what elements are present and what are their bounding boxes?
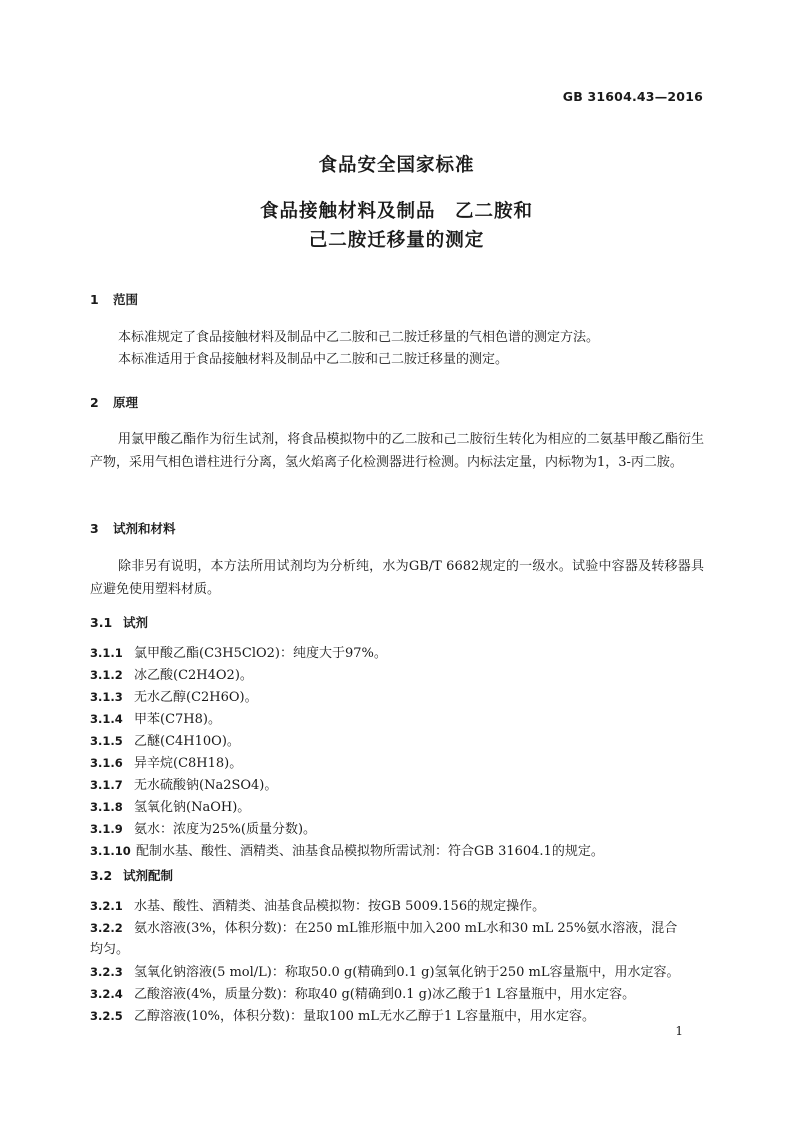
item-number: 3.1.8 bbox=[90, 800, 123, 814]
section-1-heading bbox=[90, 290, 138, 308]
list-item bbox=[90, 664, 706, 687]
paragraph: 除非另有说明，本方法所用试剂均为分析纯，水为GB/T 6682规定的一级水。试验中容器及转移器具应避免使用塑料材质。 bbox=[90, 559, 704, 597]
item-text: 均匀。 bbox=[90, 942, 130, 957]
item-text: 氨水：浓度为25%(质量分数)。 bbox=[134, 822, 317, 837]
paragraph: 本标准适用于食品接触材料及制品中乙二胺和己二胺迁移量的测定。 bbox=[118, 352, 509, 367]
list-item bbox=[90, 730, 706, 753]
item-number: 3.1.5 bbox=[90, 734, 123, 748]
item-text: 氢氧化钠溶液(5 mol/L)：称取50.0 g(精确到0.1 g)氢氧化钠于250 mL容量瓶中，用水定容。 bbox=[134, 965, 680, 980]
section-title: 试剂配制 bbox=[123, 868, 174, 883]
section-3-1-heading bbox=[90, 613, 148, 631]
item-number: 3.1.9 bbox=[90, 822, 123, 836]
list-item bbox=[90, 752, 706, 775]
section-3-2-heading bbox=[90, 866, 173, 884]
title-line-3: 己二胺迁移量的测定 bbox=[308, 230, 485, 251]
section-2-heading bbox=[90, 393, 138, 411]
item-number: 3.1.10 bbox=[90, 844, 131, 858]
item-text: 氯甲酸乙酯(C3H5ClO2)：纯度大于97%。 bbox=[134, 646, 387, 661]
item-number: 3.1.4 bbox=[90, 712, 123, 726]
paragraph: 本标准规定了食品接触材料及制品中乙二胺和己二胺迁移量的气相色谱的测定方法。 bbox=[118, 330, 600, 345]
standard-number: GB 31604.43—2016 bbox=[562, 89, 703, 104]
section-title: 试剂和材料 bbox=[113, 521, 176, 536]
item-number: 3.1.2 bbox=[90, 668, 123, 682]
item-number: 3.1.1 bbox=[90, 646, 123, 660]
list-item bbox=[90, 642, 706, 665]
item-text: 冰乙酸(C2H4O2)。 bbox=[134, 668, 253, 683]
title-line-1: 食品安全国家标准 bbox=[318, 155, 475, 176]
title-line-2: 食品接触材料及制品 乙二胺和 bbox=[259, 201, 533, 222]
paragraph: 用氯甲酸乙酯作为衍生试剂，将食品模拟物中的乙二胺和己二胺衍生转化为相应的二氨基甲酸乙酯衍生产物，采用气相色谱柱进行分离，氢火焰离子化检测器进行检测。内标法定量，内标物为1，3-丙二胺。 bbox=[90, 432, 704, 470]
section-number: 3.1 bbox=[90, 615, 113, 630]
list-item bbox=[90, 796, 706, 819]
page-number: 1 bbox=[675, 1024, 683, 1038]
list-item bbox=[90, 818, 706, 841]
item-number: 3.2.5 bbox=[90, 1009, 123, 1023]
item-text: 乙酸溶液(4%，质量分数)：称取40 g(精确到0.1 g)冰乙酸于1 L容量瓶中，用水定容。 bbox=[134, 987, 636, 1002]
section-title: 原理 bbox=[113, 395, 139, 410]
section-number: 2 bbox=[90, 395, 99, 410]
list-item bbox=[90, 774, 706, 797]
section-number: 3.2 bbox=[90, 868, 113, 883]
item-text: 氢氧化钠(NaOH)。 bbox=[134, 800, 251, 815]
list-item-continuation bbox=[90, 939, 706, 961]
section-number: 1 bbox=[90, 292, 99, 307]
list-item bbox=[90, 708, 706, 731]
item-number: 3.1.6 bbox=[90, 756, 123, 770]
item-text: 配制水基、酸性、酒精类、油基食品模拟物所需试剂：符合GB 31604.1的规定。 bbox=[136, 844, 604, 859]
list-item bbox=[90, 961, 706, 984]
section-title: 范围 bbox=[113, 292, 139, 307]
item-text: 异辛烷(C8H18)。 bbox=[134, 756, 243, 771]
item-number: 3.2.3 bbox=[90, 965, 123, 979]
item-text: 甲苯(C7H8)。 bbox=[134, 712, 221, 727]
item-number: 3.2.2 bbox=[90, 921, 123, 935]
item-text: 无水硫酸钠(Na2SO4)。 bbox=[134, 778, 278, 793]
item-number: 3.2.1 bbox=[90, 899, 123, 913]
item-text: 无水乙醇(C2H6O)。 bbox=[134, 690, 258, 705]
item-text: 水基、酸性、酒精类、油基食品模拟物：按GB 5009.156的规定操作。 bbox=[134, 899, 546, 914]
list-item bbox=[90, 840, 706, 863]
item-number: 3.1.7 bbox=[90, 778, 123, 792]
item-number: 3.2.4 bbox=[90, 987, 123, 1001]
list-item bbox=[90, 1005, 706, 1028]
item-text: 氨水溶液(3%，体积分数)：在250 mL锥形瓶中加入200 mL水和30 mL 25%氨水溶液，混合 bbox=[134, 921, 678, 936]
section-number: 3 bbox=[90, 521, 99, 536]
section-title: 试剂 bbox=[123, 615, 149, 630]
list-item bbox=[90, 983, 706, 1006]
item-number: 3.1.3 bbox=[90, 690, 123, 704]
list-item bbox=[90, 686, 706, 709]
section-3-heading bbox=[90, 519, 176, 537]
item-text: 乙醇溶液(10%，体积分数)：量取100 mL无水乙醇于1 L容量瓶中，用水定容。 bbox=[134, 1009, 595, 1024]
list-item bbox=[90, 917, 706, 940]
list-item bbox=[90, 895, 706, 918]
item-text: 乙醚(C4H10O)。 bbox=[134, 734, 240, 749]
